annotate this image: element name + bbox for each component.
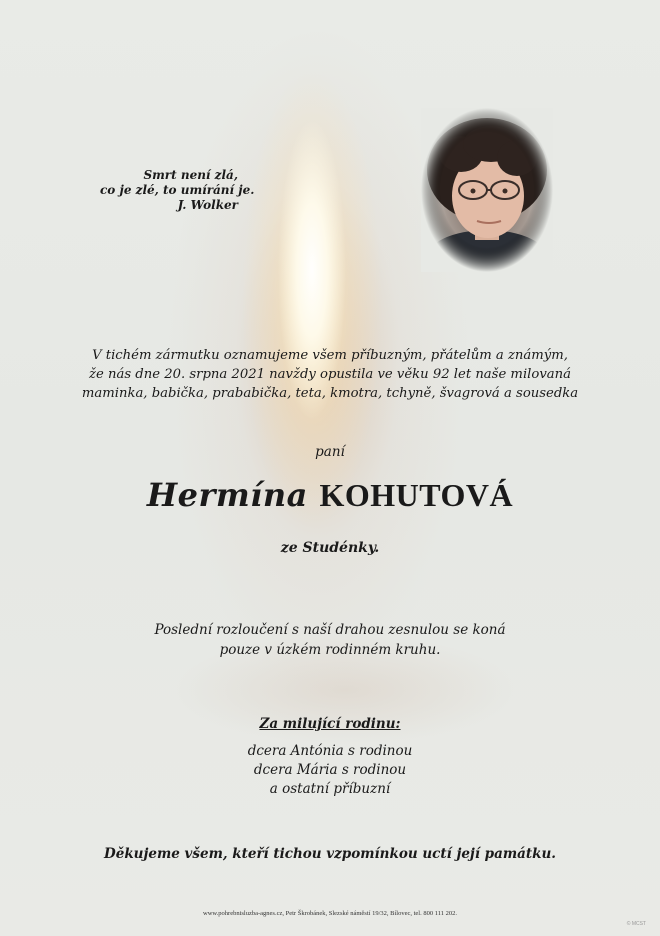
- family-member: a ostatní příbuzní: [269, 781, 391, 797]
- farewell-line: Poslední rozloučení s naší drahou zesnulou se koná: [154, 622, 506, 638]
- announcement-line: maminka, babička, prababička, teta, kmotra, tchyně, švagrová a sousedka: [81, 386, 579, 401]
- quote-author: J. Wolker: [177, 198, 238, 212]
- announcement: [60, 346, 600, 403]
- thanks-line: Děkujeme všem, kteří tichou vzpomínkou uctí její památku.: [104, 846, 556, 862]
- origin: ze Studénky.: [280, 540, 380, 556]
- quote-line: Smrt není zlá,: [143, 168, 238, 182]
- quote-block: [100, 168, 255, 213]
- announcement-line: že nás dne 20. srpna 2021 navždy opustila ve věku 92 let naše milovaná: [89, 367, 571, 382]
- family-heading: Za milující rodinu:: [259, 716, 401, 732]
- title-word: paní: [315, 444, 345, 460]
- first-name: Hermína: [146, 476, 308, 514]
- family-list: [0, 742, 660, 799]
- deceased-name: [0, 476, 660, 514]
- surname: KOHUTOVÁ: [319, 477, 514, 513]
- footer-contact: www.pohrebnisluzba-agnes.cz, Petr Škrobánek, Slezské náměstí 19/32, Bílovec, tel. 800 111 202.: [203, 910, 457, 917]
- portrait-photo: [421, 108, 553, 272]
- family-member: dcera Antónia s rodinou: [247, 743, 413, 759]
- portrait-photo-icon: [421, 108, 553, 272]
- corner-mark: © MCST: [626, 921, 646, 927]
- quote-line: co je zlé, to umírání je.: [100, 183, 255, 197]
- family-member: dcera Mária s rodinou: [253, 762, 407, 778]
- farewell-line: pouze v úzkém rodinném kruhu.: [219, 642, 441, 658]
- farewell-notice: [0, 620, 660, 660]
- announcement-line: V tichém zármutku oznamujeme všem příbuzným, přátelům a známým,: [92, 348, 568, 363]
